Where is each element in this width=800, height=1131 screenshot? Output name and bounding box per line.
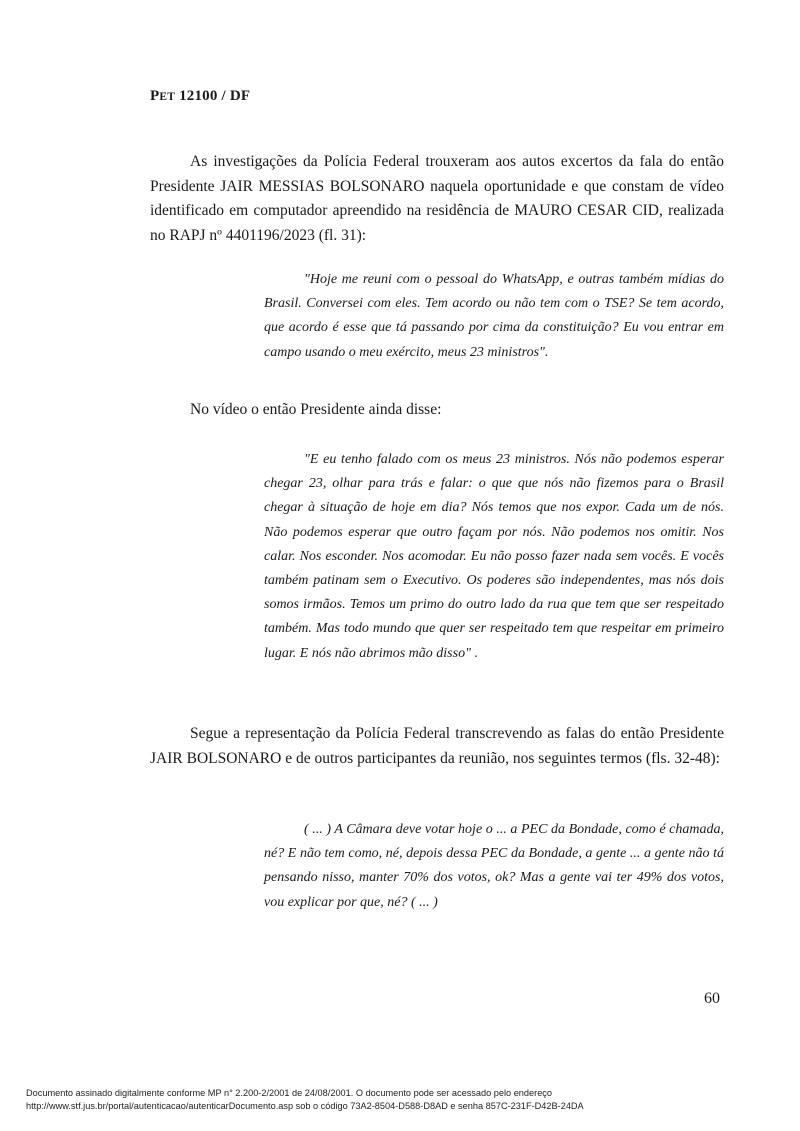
footer-line-2: http://www.stf.jus.br/portal/autenticacao/autenticarDocumento.asp sob o código 73A2-8504-D588-D8AD e senha 857C-231F-D42B-24DA: [26, 1101, 584, 1111]
footer-line-1: Documento assinado digitalmente conforme MP n° 2.200-2/2001 de 24/08/2001. O documento pode ser acessado pelo endereço: [26, 1088, 553, 1098]
quote-whatsapp: [264, 268, 724, 365]
page-number: 60: [704, 990, 720, 1007]
quote-whatsapp-text: "Hoje me reuni com o pessoal do WhatsApp, e outras também mídias do Brasil. Conversei com eles. Tem acordo ou não tem com o TSE? Se tem acordo, que acordo é esse que tá passando por cima da constituição? Eu vou entrar em campo usando o meu exército, meus 23 ministros".: [264, 272, 724, 360]
case-header: [150, 88, 250, 105]
header-pet-rest: ET: [159, 91, 176, 103]
paragraph-representation-text: Segue a representação da Polícia Federal transcrevendo as falas do então Presidente JAIR BOLSONARO e de outros participantes da reunião, nos seguintes termos (fls. 32-48):: [150, 725, 724, 767]
quote-ministers: [264, 448, 724, 666]
quote-ministers-text: "E eu tenho falado com os meus 23 ministros. Nós não podemos esperar chegar 23, olhar para trás e falar: o que que nós não fizemos para o Brasil chegar à situação de hoje em dia? Nós temos que nos expor. Cada um de nós. Não podemos esperar que outro façam por nós. Não podemos nos omitir. Nos calar. Nos esconder. Nos acomodar. Eu não posso fazer nada sem vocês. E vocês também patinam sem o Executivo. Os poderes são independentes, mas nós dois somos irmãos. Temos um primo do outro lado da rua que tem que ser respeitado também. Mas todo mundo que quer ser respeitado tem que respeitar em primeiro lugar. E nós não abrimos mão disso" .: [264, 452, 724, 661]
paragraph-investigations: [150, 150, 724, 248]
intro-video-statement: No vídeo o então Presidente ainda disse:: [190, 401, 442, 418]
header-pet-initial: P: [150, 88, 160, 104]
header-case-number: 12100 / DF: [179, 88, 251, 104]
paragraph-representation: [150, 722, 724, 771]
digital-signature-footer: [26, 1087, 584, 1113]
quote-pec-bondade: [264, 818, 724, 915]
paragraph-investigations-text: As investigações da Polícia Federal trouxeram aos autos excertos da fala do então Presidente JAIR MESSIAS BOLSONARO naquela oportunidade e que constam de vídeo identificado em computador apreendido na residência de MAURO CESAR CID, realizada no RAPJ nº 4401196/2023 (fl. 31):: [150, 153, 724, 244]
quote-pec-bondade-text: ( ... ) A Câmara deve votar hoje o ... a PEC da Bondade, como é chamada, né? E não tem como, né, depois dessa PEC da Bondade, a gente ... a gente não tá pensando nisso, manter 70% dos votos, ok? Mas a gente vai ter 49% dos votos, vou explicar por que, né? ( ... ): [264, 822, 724, 910]
